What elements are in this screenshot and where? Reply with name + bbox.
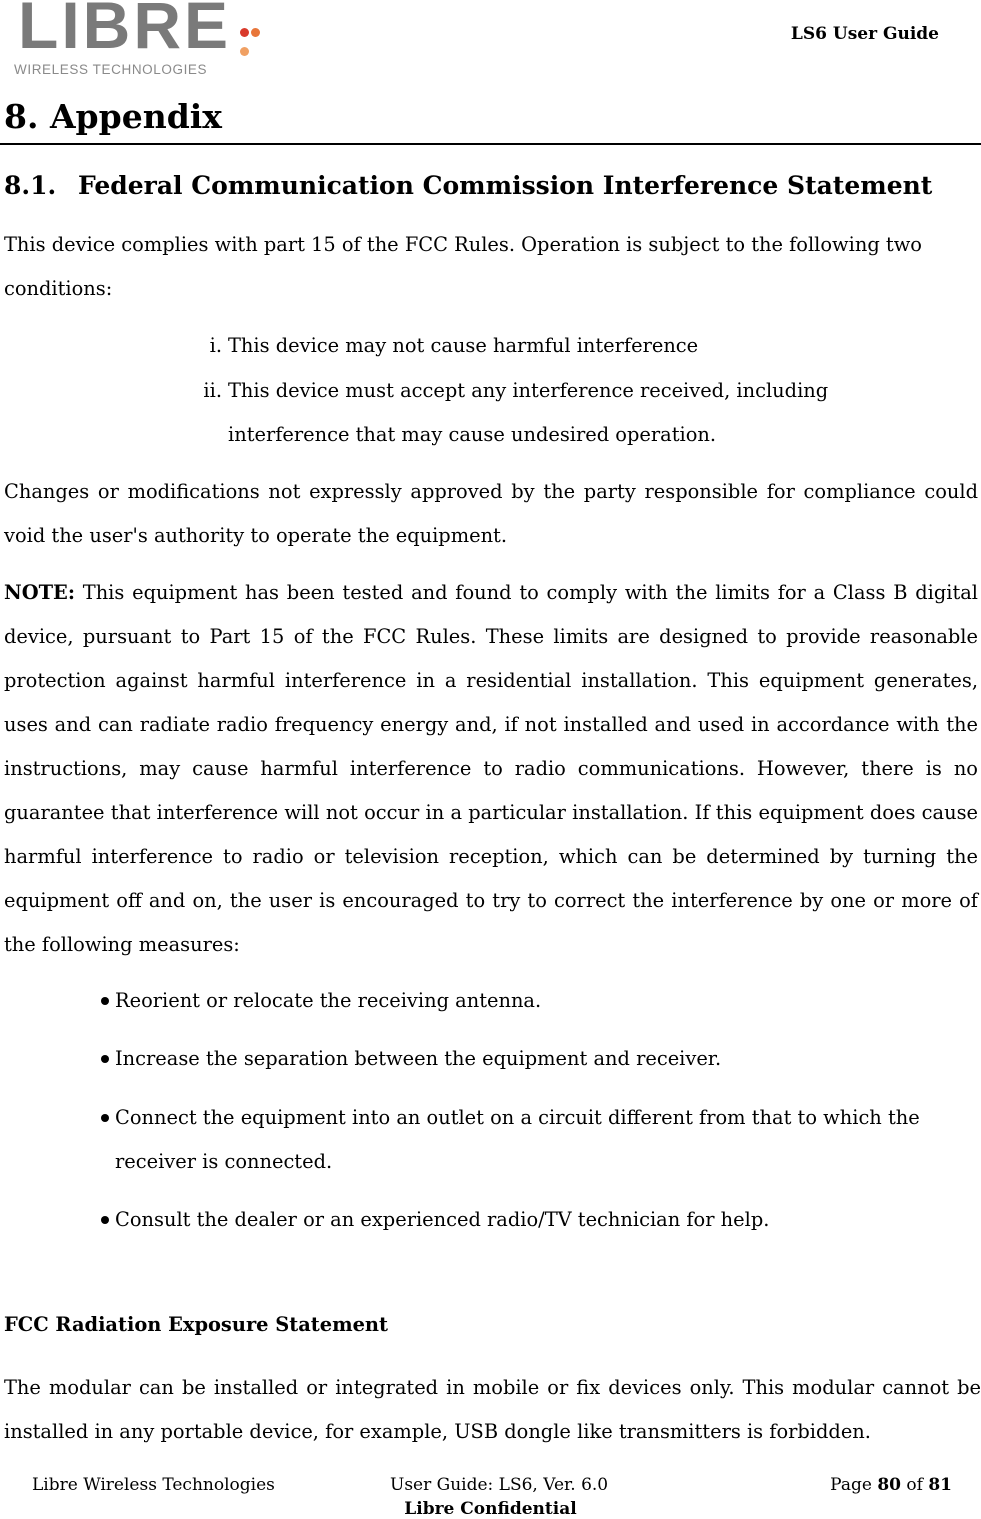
page-prefix: Page <box>830 1475 878 1495</box>
note-label: NOTE: <box>4 581 75 604</box>
logo-dot <box>240 47 249 56</box>
bullet-icon <box>101 1055 109 1063</box>
section-number: 8. <box>4 97 39 136</box>
condition-marker: ii. <box>203 379 222 402</box>
logo-dots-icon <box>240 22 262 60</box>
bullet-icon <box>101 997 109 1005</box>
section-heading <box>4 97 222 136</box>
changes-paragraph: Changes or modifications not expressly approved by the party responsible for compliance could void the user's authority to operate the equipment. <box>4 480 978 547</box>
footer-guide-version: User Guide: LS6, Ver. 6.0 <box>390 1475 609 1495</box>
heading-rule <box>0 143 981 145</box>
condition-marker: i. <box>209 334 222 357</box>
measure-text: Reorient or relocate the receiving antenna. <box>115 989 542 1012</box>
radiation-heading: FCC Radiation Exposure Statement <box>4 1313 388 1336</box>
logo-dot <box>251 28 260 37</box>
condition-item <box>0 324 981 368</box>
logo-wordmark: LIBRE <box>18 0 231 62</box>
condition-text: This device must accept any interference received, including interference that may cause undesired operation. <box>228 379 829 446</box>
logo-dot <box>240 28 249 37</box>
bullet-icon <box>101 1114 109 1122</box>
measure-text: Consult the dealer or an experienced radio/TV technician for help. <box>115 1208 770 1231</box>
section-title: Appendix <box>49 97 222 136</box>
document-title: LS6 User Guide <box>790 24 939 44</box>
subsection-number: 8.1. <box>4 171 57 200</box>
company-logo <box>12 0 262 80</box>
subsection-heading <box>4 171 932 200</box>
condition-item <box>0 369 981 457</box>
bullet-icon <box>101 1216 109 1224</box>
subsection-title: Federal Communication Commission Interference Statement <box>78 171 933 200</box>
radiation-paragraph: The modular can be installed or integrated in mobile or fix devices only. This modular cannot be installed in any portable device, for example, USB dongle like transmitters is forbidden. <box>4 1376 981 1443</box>
page-current: 80 <box>877 1475 901 1495</box>
note-text: This equipment has been tested and found to comply with the limits for a Class B digital device, pursuant to Part 15 of the FCC Rules. These limits are designed to provide reasonable protection against harmful interference in a residential installation. This equipment generates, uses and can radiate radio frequency energy and, if not installed and used in accordance with the instructions, may cause harmful interference to radio communications. However, there is no guarantee that interference will not occur in a particular installation. If this equipment does cause harmful interference to radio or television reception, which can be determined by turning the equipment off and on, the user is encouraged to try to correct the interference by one or more of the following measures: <box>4 581 978 956</box>
page-total: 81 <box>928 1475 952 1495</box>
footer-page-number <box>830 1475 952 1495</box>
note-paragraph <box>4 571 978 967</box>
page-of: of <box>900 1475 929 1495</box>
measure-text: Increase the separation between the equipment and receiver. <box>115 1047 722 1070</box>
measure-text: Connect the equipment into an outlet on a circuit different from that to which the receiver is connected. <box>115 1106 920 1173</box>
condition-text: This device may not cause harmful interference <box>228 334 699 357</box>
logo-subtitle: WIRELESS TECHNOLOGIES <box>14 62 208 77</box>
footer-company: Libre Wireless Technologies <box>32 1475 275 1495</box>
intro-paragraph: This device complies with part 15 of the FCC Rules. Operation is subject to the following two conditions: <box>4 233 922 300</box>
footer-confidential: Libre Confidential <box>404 1499 577 1519</box>
